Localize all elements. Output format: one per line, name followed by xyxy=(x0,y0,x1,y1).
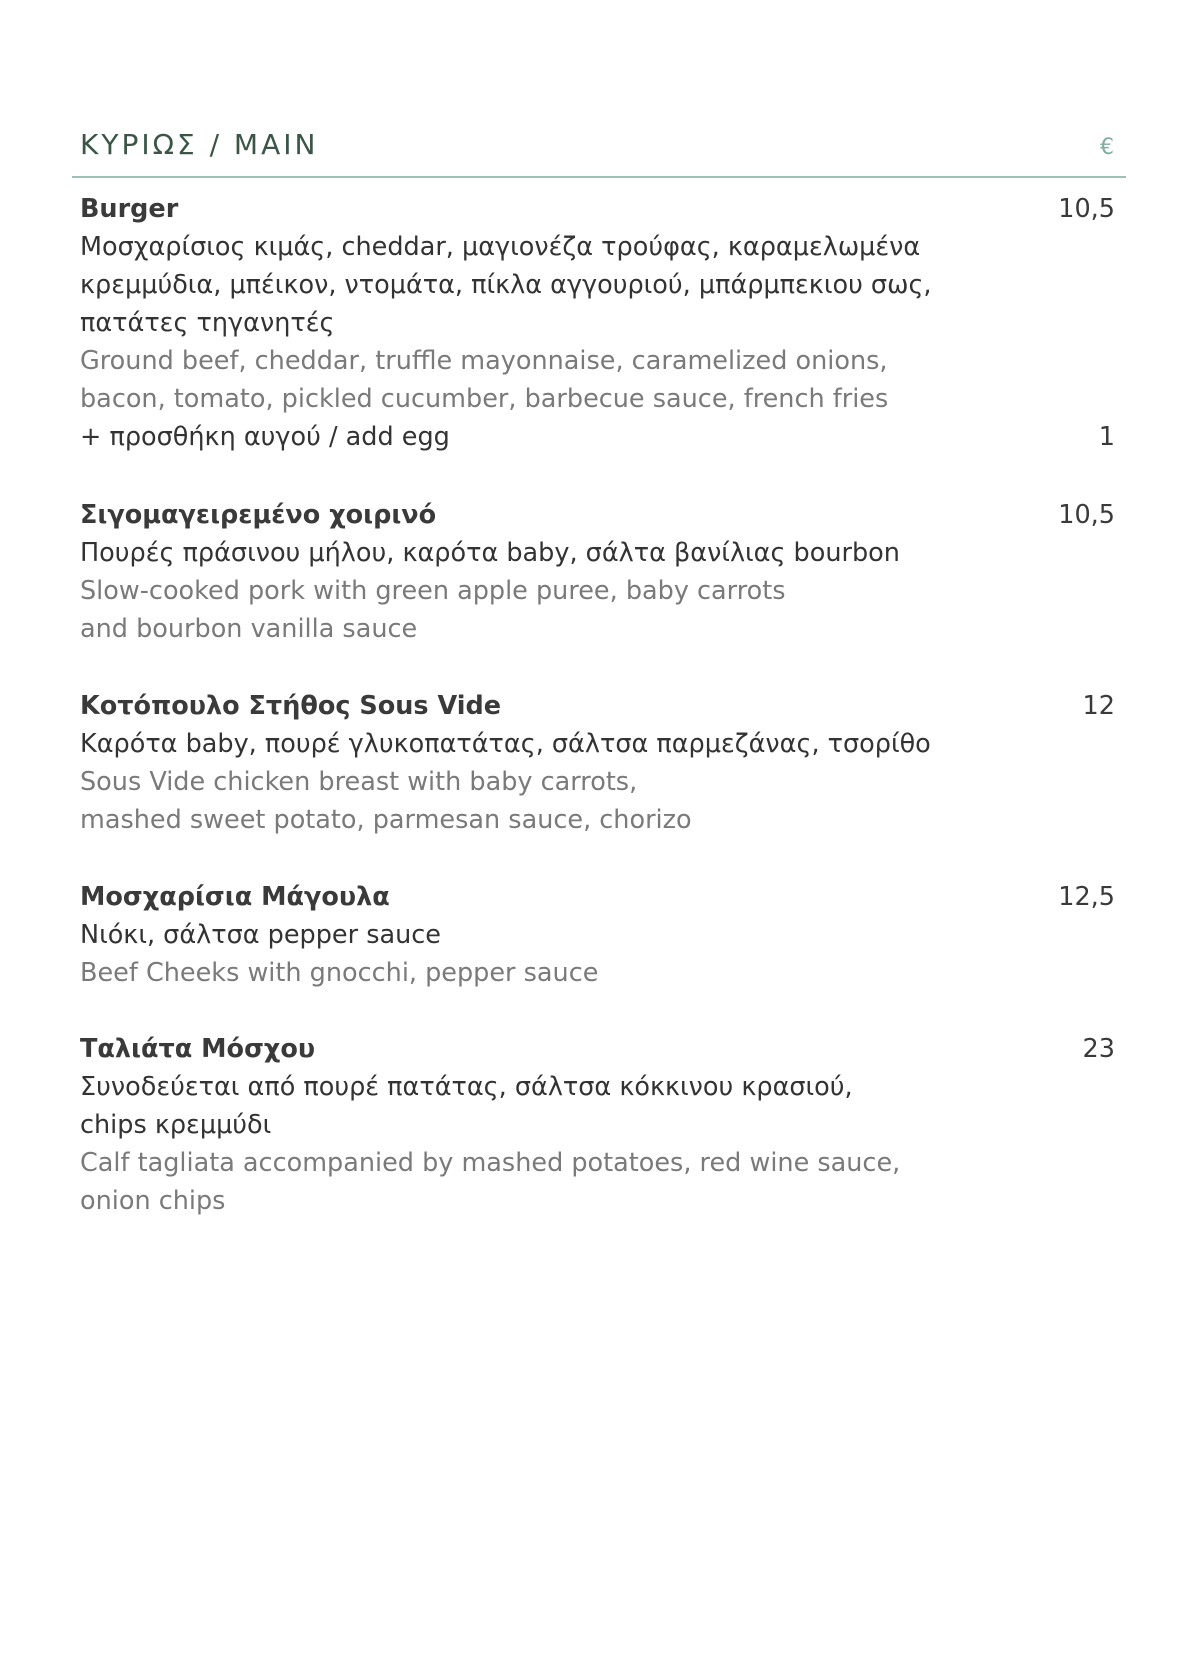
item-extra-label: + προσθήκη αυγού / add egg xyxy=(80,422,450,452)
menu-item-chicken xyxy=(80,687,1115,839)
item-name: Ταλιάτα Μόσχου xyxy=(80,1034,316,1064)
item-description-english: mashed sweet potato, parmesan sauce, chorizo xyxy=(80,805,692,835)
item-description-english: onion chips xyxy=(80,1186,226,1216)
item-description-greek: Μοσχαρίσιος κιμάς, cheddar, μαγιονέζα τρούφας, καραμελωμένα xyxy=(80,232,921,262)
item-description-greek: Συνοδεύεται από πουρέ πατάτας, σάλτσα κόκκινου κρασιού, xyxy=(80,1072,853,1102)
item-description-english: Sous Vide chicken breast with baby carrots, xyxy=(80,767,638,797)
item-name: Μοσχαρίσια Μάγουλα xyxy=(80,882,390,912)
item-name: Κοτόπουλο Στήθος Sous Vide xyxy=(80,691,502,721)
item-description-english: Ground beef, cheddar, truffle mayonnaise, caramelized onions, xyxy=(80,346,888,376)
item-description-greek: Νιόκι, σάλτσα pepper sauce xyxy=(80,920,441,950)
item-extra xyxy=(80,418,1115,456)
item-description-greek: Καρότα baby, πουρέ γλυκοπατάτας, σάλτσα παρμεζάνας, τσορίθο xyxy=(80,729,931,759)
item-description-greek: πατάτες τηγανητές xyxy=(80,308,335,338)
menu-item-tagliata xyxy=(80,1030,1115,1220)
menu-item-beef-cheeks xyxy=(80,878,1115,992)
item-description-english: bacon, tomato, pickled cucumber, barbecue sauce, french fries xyxy=(80,384,889,414)
item-description-english: Calf tagliata accompanied by mashed potatoes, red wine sauce, xyxy=(80,1148,901,1178)
item-description-greek: chips κρεμμύδι xyxy=(80,1110,272,1140)
item-description-english: Beef Cheeks with gnocchi, pepper sauce xyxy=(80,958,599,988)
item-price: 23 xyxy=(1082,1034,1115,1064)
item-description-english: and bourbon vanilla sauce xyxy=(80,614,418,644)
item-price: 12,5 xyxy=(1058,882,1115,912)
item-extra-price: 1 xyxy=(1098,422,1115,452)
item-name: Burger xyxy=(80,194,179,224)
item-description-greek: κρεμμύδια, μπέικον, ντομάτα, πίκλα αγγουριού, μπάρμπεκιου σως, xyxy=(80,270,932,300)
item-price: 10,5 xyxy=(1058,194,1115,224)
item-price: 12 xyxy=(1082,691,1115,721)
menu-item-burger xyxy=(80,190,1115,456)
item-description-english: Slow-cooked pork with green apple puree, baby carrots xyxy=(80,576,786,606)
item-name: Σιγομαγειρεμένο χοιρινό xyxy=(80,500,437,530)
item-description-greek: Πουρές πράσινου μήλου, καρότα baby, σάλτα βανίλιας bourbon xyxy=(80,538,900,568)
currency-symbol: € xyxy=(1100,135,1114,160)
section-title: ΚΥΡΙΩΣ / MAIN xyxy=(80,128,319,161)
section-header xyxy=(72,118,1126,178)
item-price: 10,5 xyxy=(1058,500,1115,530)
menu-item-pork xyxy=(80,496,1115,648)
